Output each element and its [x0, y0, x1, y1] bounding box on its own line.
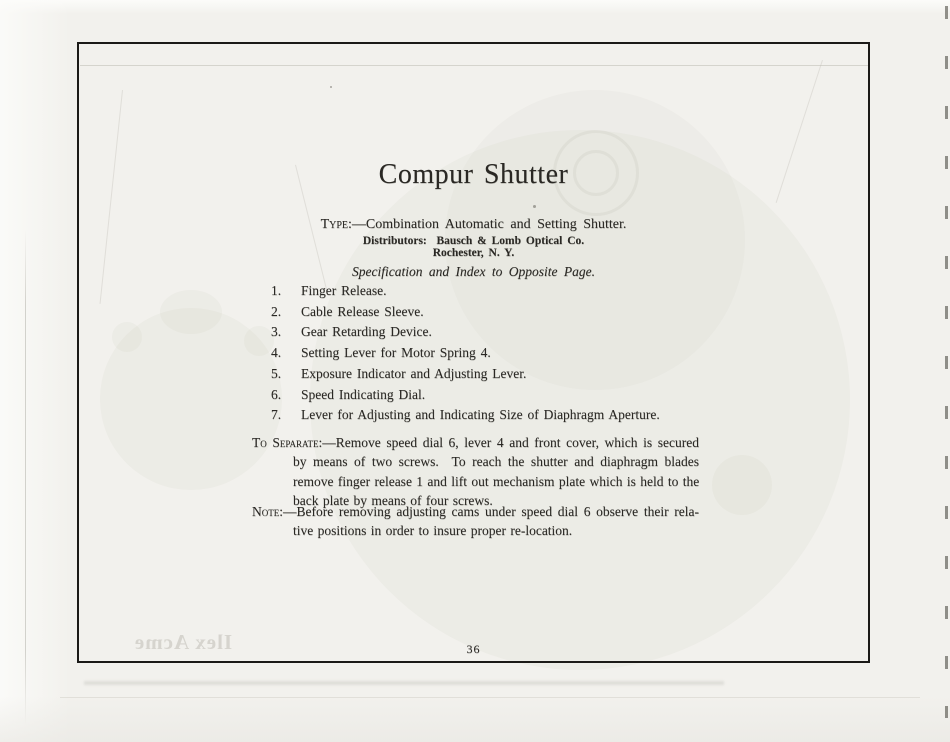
- binding-marks: [945, 6, 948, 718]
- note-paragraph: [252, 502, 699, 541]
- specification-heading: Specification and Index to Opposite Page.: [352, 264, 595, 279]
- list-item-text: Lever for Adjusting and Indicating Size of Diaphragm Aperture.: [301, 407, 660, 423]
- list-item-text: Finger Release.: [301, 283, 387, 298]
- page-edge-line: [60, 697, 920, 698]
- paragraph-line: by means of two screws. To reach the shutter and diaphragm blades: [293, 454, 699, 470]
- to-separate-paragraph: [252, 433, 699, 511]
- list-item: [271, 405, 660, 426]
- list-item-text: Setting Lever for Motor Spring 4.: [301, 345, 491, 361]
- bleedthrough-mirrored-caption: Ilex Acme: [133, 630, 233, 654]
- list-item: [271, 343, 660, 364]
- type-text: —Combination Automatic and Setting Shutter.: [351, 217, 627, 232]
- list-item-number: 1.: [271, 283, 282, 298]
- list-item: [271, 364, 660, 385]
- paragraph-text: —Before removing adjusting cams under speed dial 6 observe their rela-: [283, 504, 699, 519]
- distributors-block: [77, 236, 870, 259]
- frame-shadow: [84, 681, 724, 685]
- scan-edge-bottom: [0, 696, 950, 742]
- list-item-text: Gear Retarding Device.: [301, 324, 432, 340]
- list-item-text: Cable Release Sleeve.: [301, 303, 424, 319]
- list-item: [271, 322, 660, 343]
- list-item-number: 2.: [271, 303, 282, 319]
- list-item: [271, 385, 660, 406]
- list-item: [271, 302, 660, 323]
- list-item-number: 5.: [271, 365, 282, 381]
- list-item-number: 4.: [271, 345, 282, 361]
- scan-edge-top: [0, 0, 950, 14]
- list-item-text: Exposure Indicator and Adjusting Lever.: [301, 365, 527, 381]
- type-label: Type:: [320, 217, 352, 232]
- scan-artifact-line: [80, 65, 868, 66]
- type-line: [77, 217, 870, 233]
- distributors-line: Distributors: Bausch & Lomb Optical Co.: [362, 235, 585, 247]
- scan-edge-left: [0, 0, 70, 742]
- index-list: [271, 281, 660, 426]
- list-item-number: 6.: [271, 386, 282, 402]
- paragraph-line: [252, 502, 699, 521]
- paragraph-line: tive positions in order to insure proper re-location.: [293, 523, 573, 539]
- distributors-city: Rochester, N. Y.: [432, 246, 515, 259]
- page-title: Compur Shutter: [378, 159, 569, 190]
- list-item-number: 7.: [271, 407, 282, 423]
- paragraph-line: back plate by means of four screws.: [293, 493, 493, 509]
- list-item-text: Speed Indicating Dial.: [301, 386, 426, 402]
- note-label: Note:: [252, 504, 283, 519]
- paragraph-line: remove finger release 1 and lift out mechanism plate which is held to the: [293, 473, 700, 489]
- to-separate-label: To Separate:: [252, 435, 323, 450]
- list-item-number: 3.: [271, 324, 282, 340]
- paragraph-line: [252, 433, 699, 452]
- page-fold-line: [25, 230, 26, 725]
- paragraph-text: —Remove speed dial 6, lever 4 and front cover, which is secured: [322, 435, 699, 450]
- list-item: [271, 281, 660, 302]
- page-number: 36: [466, 642, 481, 656]
